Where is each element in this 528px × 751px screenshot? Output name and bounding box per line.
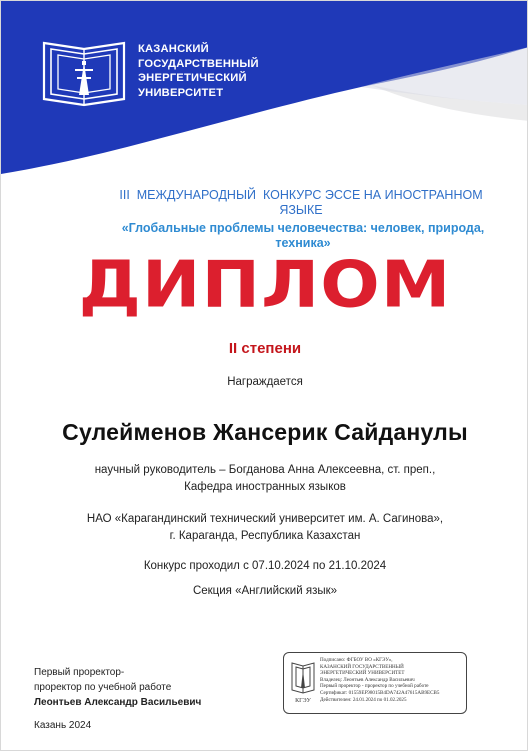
contest-title-line2: техника»	[275, 236, 331, 250]
supervisor-line: научный руководитель – Богданова Анна Алексеевна, ст. преп.,	[94, 464, 436, 476]
university-emblem-icon	[290, 660, 316, 696]
contest-title-line1: «Глобальные проблемы человечества: человек, природа,	[121, 221, 485, 235]
university-name-line: УНИВЕРСИТЕТ	[138, 86, 224, 99]
contest-name-line2: ЯЗЫКЕ	[279, 203, 323, 217]
stamp-line: КАЗАНСКИЙ ГОСУДАРСТВЕННЫЙ	[320, 663, 404, 670]
stamp-text	[320, 657, 466, 703]
contest-section: Секция «Английский язык»	[192, 585, 338, 597]
university-name	[138, 42, 308, 100]
diploma-heading: ДИПЛОМ	[78, 246, 452, 323]
stamp-line: Первый проректор - проректор по учебной работе	[320, 683, 429, 690]
electronic-signature-stamp	[283, 652, 467, 714]
contest-name-line1: III МЕЖДУНАРОДНЫЙ КОНКУРС ЭССЕ НА ИНОСТРАННОМ	[119, 188, 483, 202]
department-line: Кафедра иностранных языков	[184, 481, 346, 493]
signer-block	[34, 665, 201, 710]
signer-title-line2: проректор по учебной работе	[34, 682, 172, 693]
signer-name: Леонтьев Александр Васильевич	[34, 697, 202, 708]
signer-title-line1: Первый проректор-	[34, 667, 125, 678]
university-name-line: ГОСУДАРСТВЕННЫЙ	[138, 57, 259, 70]
university-name-line: КАЗАНСКИЙ	[138, 43, 209, 55]
recipient-name: Сулейменов Жансерик Сайданулы	[62, 419, 468, 445]
city-year: Казань 2024	[34, 720, 92, 731]
organization-block	[1, 511, 528, 545]
stamp-line: Владелец: Леонтьев Александр Васильевич	[320, 676, 415, 683]
university-name-line: ЭНЕРГЕТИЧЕСКИЙ	[138, 72, 247, 84]
stamp-line: Действителен: 24.01.2024 по 01.02.2025	[320, 696, 407, 703]
stamp-logo-label: КГЭУ	[295, 698, 311, 704]
location-line: г. Караганда, Республика Казахстан	[169, 530, 361, 542]
awarded-label: Награждается	[227, 376, 303, 388]
contest-dates: Конкурс проходил с 07.10.2024 по 21.10.2024	[143, 560, 387, 572]
stamp-line: Подписано: ФГБОУ ВО «КГЭУ»,	[320, 657, 393, 663]
stamp-line: ЭНЕРГЕТИЧЕСКИЙ УНИВЕРСИТЕТ	[320, 670, 405, 677]
supervisor-block	[1, 462, 528, 496]
diploma-degree: II степени	[228, 340, 302, 357]
stamp-line: Сертификат: 01559EF98015B4DA742A47615AB9ECB5	[320, 689, 440, 696]
organization-line: НАО «Карагандинский технический университет им. А. Сагинова»,	[86, 513, 444, 525]
contest-name	[97, 188, 505, 218]
book-tower-logo-icon	[39, 39, 129, 111]
